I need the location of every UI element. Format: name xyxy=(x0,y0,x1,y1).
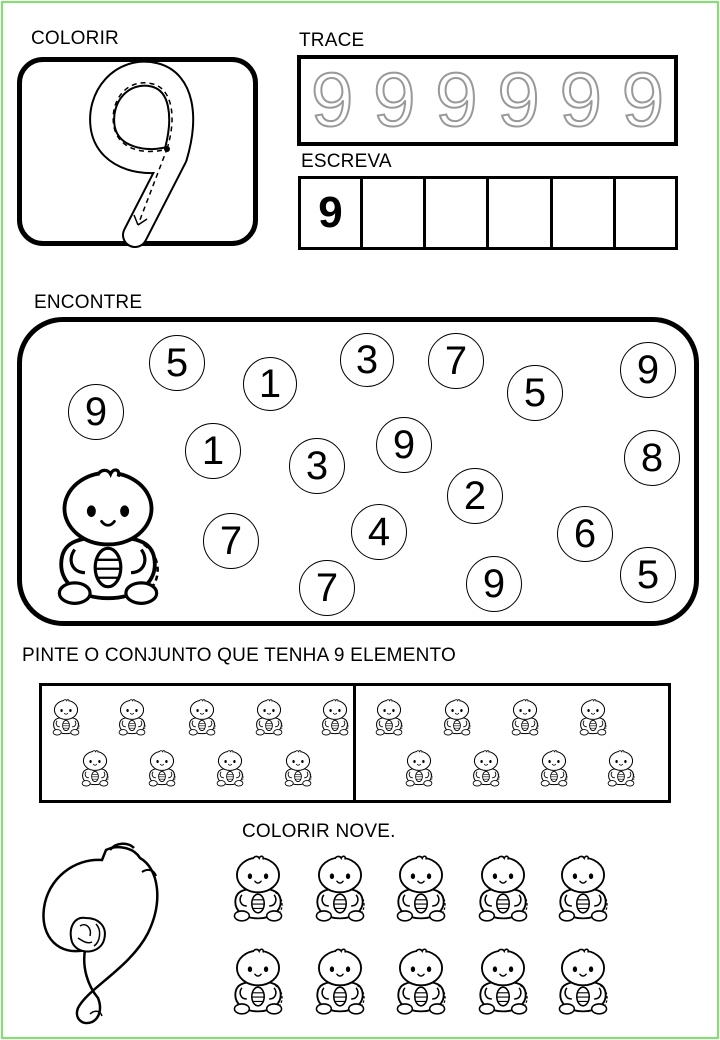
turtle-icon xyxy=(508,694,542,740)
trace-box xyxy=(297,55,678,146)
turtle-icon xyxy=(44,453,172,618)
pinte-label: PINTE O CONJUNTO QUE TENHA 9 ELEMENTO xyxy=(22,645,456,666)
turtle-icon xyxy=(537,745,571,791)
number-bubble[interactable]: 1 xyxy=(185,423,241,479)
escreva-cell[interactable] xyxy=(613,176,678,250)
turtle-icon xyxy=(576,694,610,740)
number-bubble[interactable]: 7 xyxy=(203,513,259,569)
colorir-nove-label: COLORIR NOVE. xyxy=(242,821,396,842)
trace-digit[interactable]: 9 xyxy=(621,57,664,143)
turtle-icon xyxy=(472,938,534,1024)
trace-digit[interactable]: 9 xyxy=(497,57,540,143)
escreva-cell[interactable] xyxy=(360,176,426,250)
turtle-icon xyxy=(213,745,247,791)
turtle-icon xyxy=(318,694,352,740)
number-bubble[interactable]: 4 xyxy=(351,504,407,560)
turtle-icon xyxy=(469,745,503,791)
turtle-icon xyxy=(185,694,219,740)
trace-digit[interactable]: 9 xyxy=(310,57,354,143)
turtle-icon xyxy=(78,745,112,791)
turtle-icon xyxy=(309,938,371,1024)
escreva-example-cell: 9 xyxy=(298,176,363,250)
turtle-icon xyxy=(604,745,638,791)
turtle-icon xyxy=(309,845,371,931)
number-bubble[interactable]: 2 xyxy=(447,468,503,524)
trace-digit[interactable]: 9 xyxy=(435,57,478,143)
number-bubble[interactable]: 5 xyxy=(620,547,676,603)
turtle-icon xyxy=(552,845,614,931)
number-bubble[interactable]: 9 xyxy=(620,342,676,398)
turtle-icon xyxy=(440,694,474,740)
number-bubble[interactable]: 9 xyxy=(68,384,124,440)
encontre-label: ENCONTRE xyxy=(34,292,143,313)
escreva-cell[interactable] xyxy=(423,176,489,250)
escreva-cell[interactable] xyxy=(550,176,616,250)
trace-label: TRACE xyxy=(299,30,365,51)
number-bubble[interactable]: 9 xyxy=(376,417,432,473)
turtle-icon xyxy=(390,845,452,931)
outlined-nine-icon xyxy=(17,57,258,246)
turtle-icon xyxy=(402,745,436,791)
number-bubble[interactable]: 7 xyxy=(299,560,355,616)
turtle-icon xyxy=(145,745,179,791)
turtle-icon xyxy=(281,745,315,791)
number-bubble[interactable]: 5 xyxy=(507,365,563,421)
turtle-icon xyxy=(115,694,149,740)
number-bubble[interactable]: 9 xyxy=(466,556,522,612)
number-bubble[interactable]: 5 xyxy=(149,335,205,391)
colorir-box xyxy=(17,57,258,246)
escreva-label: ESCREVA xyxy=(301,151,392,172)
trace-digit[interactable]: 9 xyxy=(559,57,602,143)
number-bubble[interactable]: 1 xyxy=(243,357,297,411)
turtle-icon xyxy=(552,938,614,1024)
trace-digit[interactable]: 9 xyxy=(373,57,416,143)
turtle-icon xyxy=(227,938,289,1024)
number-bubble[interactable]: 7 xyxy=(428,333,484,389)
turtle-icon xyxy=(372,694,406,740)
turtle-icon xyxy=(227,845,289,931)
escreva-cell[interactable] xyxy=(486,176,553,250)
turtle-icon xyxy=(390,938,452,1024)
number-bubble[interactable]: 6 xyxy=(557,506,613,562)
number-bubble[interactable]: 8 xyxy=(624,430,680,486)
turtle-icon xyxy=(472,845,534,931)
turtle-icon xyxy=(252,694,286,740)
decorated-nine-icon xyxy=(30,838,180,1028)
number-bubble[interactable]: 3 xyxy=(289,438,345,494)
turtle-icon xyxy=(49,694,83,740)
number-bubble[interactable]: 3 xyxy=(340,333,394,387)
colorir-label: COLORIR xyxy=(31,28,119,49)
